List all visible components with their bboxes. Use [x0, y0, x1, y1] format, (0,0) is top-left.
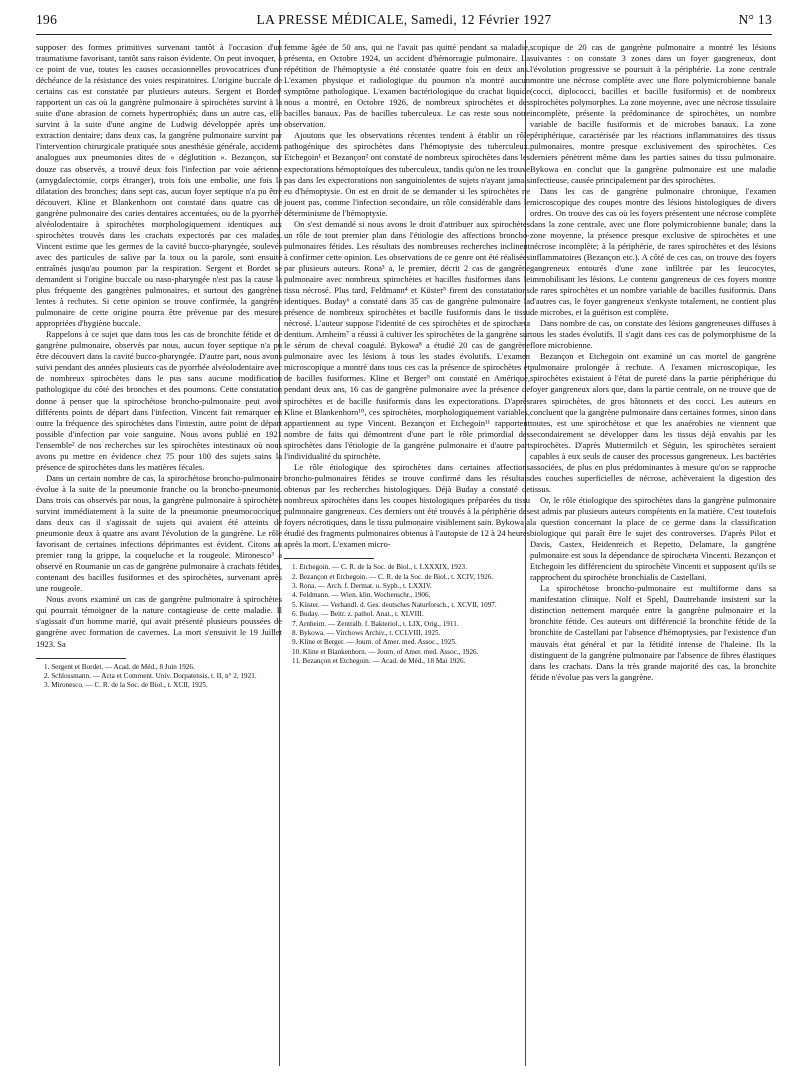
paragraph: Le rôle étiologique des spirochètes dans certaines affections broncho-pulmonaires fétides se trouve confirmé dans les résultats obtenus par les recherches histologiques. Déjà Buday a constaté de nombreux spirochètes dans les coupes histologiques préparées du tissu pulmonaire gangreneux. Ces derniers ont été trouvés à la périphérie des foyers nécrotiques, dans le tissu pulmonaire visiblement sain. Bykowa a étudié des fragments pulmonaires obtenus à l'autopsie de 12 à 24 heures après la mort. L'examen micro- [284, 461, 530, 550]
paragraph: Bezançon et Etchegoin ont examiné un cas mortel de gangrène pulmonaire prolongée à rechute. A l'examen microscopique, les spirochètes existaient à l'état de pureté dans la partie périphérique du foyer gangreneux alors que, dans la partie centrale, on ne trouve que de rares spirochètes, de gros bâtonnets et des cocci. Les auteurs en concluent que la gangrène pulmonaire dans certaines formes, sinon dans toutes, est une spirochétose et que les anaérobies ne viennent que secondairement se développer dans les tissus déjà envahis par les spirochètes. D'après Muttermilch et Séguin, les spirochètes seraient capables à eux seuls de causer des processus gangreneux. Les bactéries associées, de plus en plus prédominantes à mesure qu'on se rapproche des couches superficielles de nécrose, achèveraient la digestion des tissus. [530, 351, 776, 494]
paragraph: Dans nombre de cas, on constate des lésions gangreneuses diffuses à tous les stades évolutifs. Il s'agit dans ces cas de polymorphisme de la flore microbienne. [530, 318, 776, 351]
paragraph: femme âgée de 50 ans, qui ne l'avait pas quitté pendant sa maladie, présenta, en Octobre 1924, un accident d'hémorragie pulmonaire. La répétition de l'hémoptysie a été constatée quatre fois en deux ans. L'examen physique et radiologique du poumon n'a montré aucun symptôme pathologique. L'examen bactériologique du crachat liquide nous a montré, en Octobre 1926, de nombreux spirochètes et des bacilles banaux. Pas de bacilles tuberculeux. Le cas reste sous notre observation. [284, 42, 530, 130]
text-column-3 [530, 42, 776, 683]
header-rule [36, 34, 772, 35]
text-column-2 [284, 42, 530, 667]
journal-title: LA PRESSE MÉDICALE, Samedi, 12 Février 1927 [256, 12, 552, 27]
paragraph: Nous avons examiné un cas de gangrène pulmonaire à spirochètes qui pourrait témoigner de la nature contagieuse de cette maladie. Il s'agissait d'un homme marié, qui avait présenté plusieurs poussées de gangrène avec formation de cavernes. La mort s'ensuivit le 19 Juillet 1923. Sa [36, 594, 282, 649]
footnote: 10. Kline et Blankenhorn. — Journ. of Amer. med. Assoc., 1926. [292, 647, 479, 656]
paragraph: Dans un certain nombre de cas, la spirochétose broncho-pulmonaire évolue à la suite de la pneumonie franche ou la broncho-pneumonie. Dans trois cas observés par nous, la gangrène pulmonaire à spirochètes survint immédiatement à la suite de la pneumonie pneumococcique; dans deux cas il s'agissait de sujets qui avaient été atteints de pneumonie deux à quatre ans avant l'évolution de la gangrène. Le rôle favorisant de certaines infections déprimantes est évident. Citons au premier rang la grippe, la coqueluche et la rougeole. Mironesco³ a observé en Roumanie un cas de gangrène pulmonaire à crachats fétides, contenant des bacilles fusiformes et des spirochètes, survenant après une rougeole. [36, 472, 282, 594]
footnote: 3. Mironesco. — C. R. de la Soc. de Biol., t. XCII, 1925. [44, 681, 208, 690]
footnote: 4. Feldmann. — Wien. klin. Wochenschr., 1906. [292, 591, 431, 600]
footnote: 2. Schlossmann. — Acta et Comment. Univ. Dorpatensis, t. II, n° 2, 1921. [44, 671, 257, 680]
issue-number: N° 13 [738, 12, 772, 27]
paragraph: supposer des formes primitives survenant tantôt à l'occasion d'un traumatisme favorisant, tantôt sans raison évidente. On peut invoquer, à ce point de vue, toutes les causes occasionnelles provocatrices d'une déchéance de la résistance des voies respiratoires. L'origine buccale de certains cas est constatée par plusieurs auteurs. Sergent et Bordet¹ rapportent un cas où la gangrène pulmonaire à spirochètes survint à la suite d'une abrasion de cornets hypertrophiés; dans un autre cas, elle survint à la suite d'une angine de Ludwig développée après une extraction dentaire; dans deux cas, la gangrène pulmonaire survint par l'intervention chirurgicale pratiquée sous anesthésie générale, accidents analogues aux pneumonies dites de « déglutition ». Bezançon, sur douze cas observés, a trouvé deux fois l'infection par voie aérienne (amygdalectomie, corps étranger), trois fois une embolie, une fois la dilatation des bronches; dans sept cas, aucun foyer septique n'a pu être découvert. Kline et Blankenhorn ont constaté dans quatre cas de gangrène pulmonaire des caries dentaires accentuées, ou de la pyorrhée alvéolodentaire à spirochètes morphologiquement identiques aux spirochètes trouvés dans les crachats expectorés par ces malades. Vincent estime que les germes de la cavité bucco-pharyngée, soulevés avec des particules de salive par la toux ou la parole, sont ensuite entraînés jusqu'au poumon par la respiration. Sergent et Bordet se demandent si l'origine buccale ou naso-pharyngée n'est pas la cause la plus fréquente des gangrènes pulmonaires, et surtout des gangrènes lentes à rechutes. Si cette opinion se trouve confirmée, la gangrène pulmonaire de cette origine pourra être prévenue par des mesures appropriées d'hygiène buccale. [36, 42, 282, 329]
paragraph: Rappelons à ce sujet que dans tous les cas de bronchite fétide et de gangrène pulmonaire, observés par nous, aucun foyer septique n'a pu être découvert dans la cavité bucco-pharyngée. D'autre part, nous avons suivi pendant des années plusieurs cas de pyorrhée alvéolodentaire avec de nombreux spirochètes dans le pus sans aucune modification pathologique du côté des bronches et des poumons. Cette constatation donne à penser que la spirochétose broncho-pulmonaire peut avoir différents points de départ dans l'infection. Vincent fait remarquer en outre la fréquence des spirochètes dans l'intestin, autre point de départ possible d'infection par voie sanguine. Nous avons publié en 1921 l'ensemble² de nos recherches sur les spirochètes intestinaux où nous avons pu mettre en évidence chez 75 pour 100 des sujets sains la présence de spirochètes dans les matières fécales. [36, 329, 282, 472]
paragraph: scopique de 20 cas de gangrène pulmonaire a montré les lésions suivantes : on constate 3 zones dans un foyer gangreneux, dont l'évolution progressive se poursuit à la périphérie. La zone centrale montre une nécrose complète avec une flore polymicrobienne banale (cocci, diplococci, bacilles et bacille fusiformis) et de nombreux spirochètes polymorphes. La zone moyenne, avec une nécrose tissulaire incomplète, présente la prédominance de spirochètes, un nombre variable de bacille fusiformis et de microbes banaux. La zone périphérique, caractérisée par les réactions inflammatoires des tissus pulmonaires, montre presque exclusivement des spirochètes. Ces derniers pénètrent même dans les parties saines du tissu pulmonaire. Bykowa en conclut que la gangrène pulmonaire est une maladie infectieuse, causée principalement par des spirochètes. [530, 42, 776, 185]
paragraph: Ajoutons que les observations récentes tendent à établir un rôle pathogénique des spirochètes dans l'hémoptysie des tuberculeux. Etchegoin¹ et Bezançon² ont constaté de nombreux spirochètes dans les expectorations hémoptoïques des tuberculeux, tandis qu'on ne les trouve pas dans les expectorations non sanguinolentes de sujets n'ayant jamais eu d'hémoptysie. On est en droit de se demander si les spirochètes ne jouent pas, comme l'infection secondaire, un rôle considérable dans le déterminisme de l'hémoptysie. [284, 130, 530, 218]
footnote: 11. Bezançon et Etchegoin. — Acad. de Méd., 18 Mai 1926. [292, 657, 466, 666]
paragraph: Or, le rôle étiologique des spirochètes dans la gangrène pulmonaire est admis par plusieurs auteurs compétents en la matière. C'est toutefois la question concernant la place de ce germe dans la classification biologique qui paraît être le sujet des controverses. D'après Pilot et Davis, Castex, Heidenreich et Repetto, Delamare, la gangrène pulmonaire est sous la dépendance de spirochæta Vincenti. Bezançon et Etchegoin les différencient du spirochète Vincenti et supposent qu'ils se rapprochent du spirochète bronchialis de Castellani. [530, 494, 776, 583]
paragraph: On s'est demandé si nous avons le droit d'attribuer aux spirochètes un rôle de tout premier plan dans l'étiologie des affections broncho-pulmonaires fétides. Les résultats des nombreuses recherches inclinent à confirmer cette opinion. Les observations de ce genre ont été réalisées par plusieurs auteurs. Rona³ a, le premier, décrit 2 cas de gangrène pulmonaire avec nombreux spirochètes et bacilles fusiformes dans le tissu nécrosé. Plus tard, Feldmann⁴ et Küster⁵ firent des constatations identiques. Buday⁶ a constaté dans 35 cas de gangrène pulmonaire la présence de nombreux spirochètes et bacille fusiformis dans le tissu nécrosé. L'auteur suppose l'identité de ces spirochètes et de spirochæta dentium. Arnheim⁷ a réussi à cultiver les spirochètes de la gangrène sur le sérum de cheval coagulé. Bykowa⁸ a étudié 20 cas de gangrène pulmonaire avec les lésions à tous les stades évolutifs. L'examen microscopique a montré dans tous ces cas la présence de spirochètes et de bacilles fusiformes. Kline et Berger⁹ ont constaté en Amérique, pendant deux ans, 16 cas de gangrène pulmonaire avec la présence de spirochètes et de bacille fusiformis dans les expectorations. D'après Kline et Blankenhorn¹⁰, ces spirochètes, morphologiquement variables, appartiennent au type Vincent. Bezançon et Etchegoin¹¹ rapportent nombre de faits qui démontrent d'une part le rôle primordial des spirochètes dans l'étiologie de la gangrène pulmonaire et d'autre part l'individualité du spirochète. [284, 218, 530, 461]
footnote: 6. Buday. — Beitr. z. pathol. Anat., t. XLVIII. [292, 610, 424, 619]
footnote: 8. Bykowa. — Virchows Archiv., t. CCLVIII, 1925. [292, 629, 441, 637]
footnote: 9. Kline et Berger. — Journ. of Amer. med. Assoc., 1925. [292, 638, 457, 647]
footnote: 3. Rona. — Arch. f. Dermat. u. Syph., t. LXXIV. [292, 581, 432, 590]
footnote-rule [36, 658, 126, 659]
paragraph: La spirochétose broncho-pulmonaire est multiforme dans sa manifestation clinique. Nolf et Spehl, Dautrebande insistent sur la distinction nettement marquée entre la gangrène pulmonaire et la bronchite fétide. Ces auteurs ont différencié la bronchite fétide de la bronchite de Castellani par l'absence d'hémoptysies, par l'existence d'un mauvais état général et par la fétidité intense de l'haleine. Ils la distinguent de la gangrène pulmonaire par l'absence de fibres élastiques dans les crachats. Dans la très grande majorité des cas, la bronchite fétide n'évolue pas vers la gangrène. [530, 583, 776, 682]
footnote: 1. Sergent et Bordet. — Acad. de Méd., 8 Juin 1926. [44, 662, 195, 671]
footnote-rule [284, 558, 374, 559]
footnote: 1. Etchegoin. — C. R. de la Soc. de Biol., t. LXXXIX, 1923. [292, 563, 467, 572]
page-header [36, 10, 772, 32]
footnote: 2. Bezançon et Etchegoin. — C. R. de la Soc. de Biol., t. XCIV, 1926. [292, 572, 494, 581]
footnote: 7. Arnheim. — Zentralb. f. Bakteriol., t. LIX, Orig., 1911. [292, 619, 459, 628]
footnote: 5. Küster. — Verhandl. d. Ges. deutsches Naturforsch., t. XCVII, 1097. [292, 600, 497, 609]
page-number: 196 [36, 12, 58, 27]
paragraph: Dans les cas de gangrène pulmonaire chronique, l'examen microscopique des coupes montre des lésions histologiques de divers ordres. On trouve des cas où les foyers présentent une nécrose complète dans la zone centrale, avec une flore polymicrobienne banale; dans la zone moyenne, la présence presque exclusive de spirochètes et une nécrose incomplète; à la périphérie, de rares spirochètes et des lésions inflammatoires (Bezançon etc.). A côté de ces cas, on trouve des foyers gangreneux entourés d'une zone infiltrée par les leucocytes, immobilisant les lésions. Le contenu gangreneux de ces foyers montre de rares spirochètes et un nombre variable de bacilles fusiformis. Dans d'autres cas, le foyer gangreneux s'enkyste totalement, ne contient plus de microbes, et la guérison est complète. [530, 185, 776, 318]
text-column-1 [36, 42, 282, 691]
